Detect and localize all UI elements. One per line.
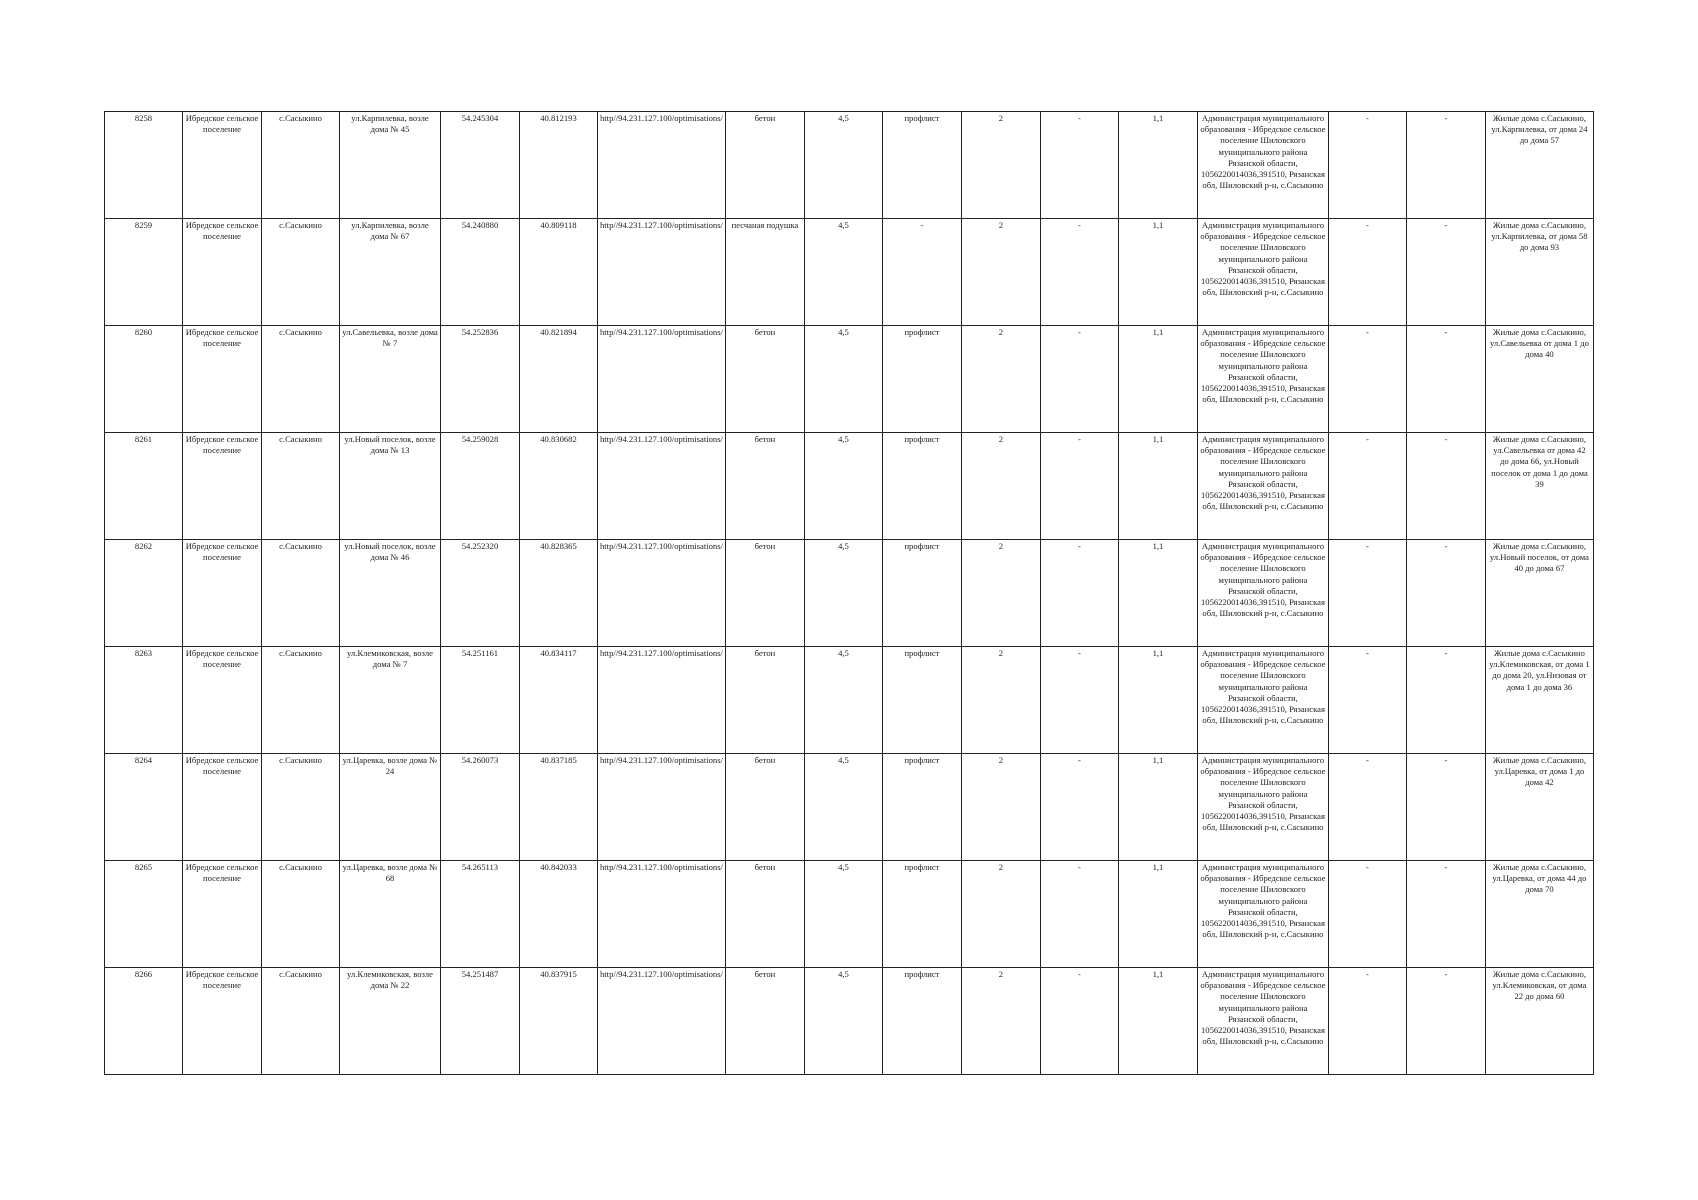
settlement-cell: Ибредское сельское поселение — [183, 219, 262, 326]
link-cell: http//94.231.127.100/optimisations/ — [598, 326, 726, 433]
waste-sources-cell: Жилые дома с.Сасыкино, ул.Царевка, от дома 44 до дома 70 — [1485, 861, 1593, 968]
owner-cell: Администрация муниципального образования - Ибредское сельское поселение Шиловского муниципального района Рязанской области, 1056220014036,391510, Рязанская обл, Шиловский р-н, с.Сасыкино — [1197, 326, 1328, 433]
owner-cell: Администрация муниципального образования - Ибредское сельское поселение Шиловского муниципального района Рязанской области, 1056220014036,391510, Рязанская обл, Шиловский р-н, с.Сасыкино — [1197, 219, 1328, 326]
owner-cell: Администрация муниципального образования - Ибредское сельское поселение Шиловского муниципального района Рязанской области, 1056220014036,391510, Рязанская обл, Шиловский р-н, с.Сасыкино — [1197, 433, 1328, 540]
extra-cell-1: - — [1328, 754, 1406, 861]
extra-cell-1: - — [1328, 968, 1406, 1075]
address-cell: ул.Царевка, возле дома № 68 — [340, 861, 441, 968]
owner-cell: Администрация муниципального образования - Ибредское сельское поселение Шиловского муниципального района Рязанской области, 1056220014036,391510, Рязанская обл, Шиловский р-н, с.Сасыкино — [1197, 112, 1328, 219]
registry-table — [104, 111, 1594, 1075]
address-cell: ул.Карпилевка, возле дома № 45 — [340, 112, 441, 219]
fence-cell: профлист — [882, 326, 961, 433]
link-cell: http//94.231.127.100/optimisations/ — [598, 540, 726, 647]
extra-cell-2: - — [1406, 754, 1485, 861]
locality-cell: с.Сасыкино — [262, 112, 340, 219]
longitude-cell: 40.812193 — [520, 112, 598, 219]
volume-cell: 1,1 — [1118, 968, 1197, 1075]
extra-cell-2: - — [1406, 326, 1485, 433]
fence-cell: профлист — [882, 861, 961, 968]
link-cell: http//94.231.127.100/optimisations/ — [598, 433, 726, 540]
extra-cell-2: - — [1406, 219, 1485, 326]
link-cell: http//94.231.127.100/optimisations/ — [598, 968, 726, 1075]
volume-cell: 1,1 — [1118, 433, 1197, 540]
surface-cell: бетон — [725, 433, 804, 540]
extra-cell-1: - — [1328, 219, 1406, 326]
table-row — [105, 540, 1594, 647]
row-number-cell: 8260 — [105, 326, 183, 433]
address-cell: ул.Царевка, возле дома № 24 — [340, 754, 441, 861]
fence-cell: профлист — [882, 647, 961, 754]
owner-cell: Администрация муниципального образования - Ибредское сельское поселение Шиловского муниципального района Рязанской области, 1056220014036,391510, Рязанская обл, Шиловский р-н, с.Сасыкино — [1197, 861, 1328, 968]
extra-cell-1: - — [1328, 540, 1406, 647]
fence-cell: профлист — [882, 433, 961, 540]
bunker-cell: - — [1040, 647, 1118, 754]
longitude-cell: 40.837915 — [520, 968, 598, 1075]
link-cell: http//94.231.127.100/optimisations/ — [598, 112, 726, 219]
area-cell: 4,5 — [804, 219, 882, 326]
fence-cell: - — [882, 219, 961, 326]
extra-cell-2: - — [1406, 861, 1485, 968]
link-cell: http//94.231.127.100/optimisations/ — [598, 754, 726, 861]
locality-cell: с.Сасыкино — [262, 326, 340, 433]
fence-cell: профлист — [882, 968, 961, 1075]
volume-cell: 1,1 — [1118, 540, 1197, 647]
address-cell: ул.Карпилевка, возле дома № 67 — [340, 219, 441, 326]
surface-cell: бетон — [725, 326, 804, 433]
containers-cell: 2 — [961, 647, 1040, 754]
row-number-cell: 8266 — [105, 968, 183, 1075]
containers-cell: 2 — [961, 219, 1040, 326]
area-cell: 4,5 — [804, 326, 882, 433]
containers-cell: 2 — [961, 754, 1040, 861]
bunker-cell: - — [1040, 219, 1118, 326]
table-row — [105, 968, 1594, 1075]
surface-cell: песчаная подушка — [725, 219, 804, 326]
latitude-cell: 54.259028 — [441, 433, 520, 540]
latitude-cell: 54.252320 — [441, 540, 520, 647]
latitude-cell: 54.240880 — [441, 219, 520, 326]
settlement-cell: Ибредское сельское поселение — [183, 433, 262, 540]
settlement-cell: Ибредское сельское поселение — [183, 540, 262, 647]
bunker-cell: - — [1040, 112, 1118, 219]
fence-cell: профлист — [882, 754, 961, 861]
extra-cell-1: - — [1328, 112, 1406, 219]
settlement-cell: Ибредское сельское поселение — [183, 861, 262, 968]
longitude-cell: 40.834117 — [520, 647, 598, 754]
latitude-cell: 54.251487 — [441, 968, 520, 1075]
locality-cell: с.Сасыкино — [262, 647, 340, 754]
link-cell: http//94.231.127.100/optimisations/ — [598, 647, 726, 754]
latitude-cell: 54.251161 — [441, 647, 520, 754]
address-cell: ул.Новый поселок, возле дома № 46 — [340, 540, 441, 647]
volume-cell: 1,1 — [1118, 326, 1197, 433]
row-number-cell: 8259 — [105, 219, 183, 326]
row-number-cell: 8258 — [105, 112, 183, 219]
latitude-cell: 54.252836 — [441, 326, 520, 433]
bunker-cell: - — [1040, 540, 1118, 647]
locality-cell: с.Сасыкино — [262, 968, 340, 1075]
row-number-cell: 8265 — [105, 861, 183, 968]
waste-sources-cell: Жилые дома с.Сасыкино, ул.Карпилевка, от дома 58 до дома 93 — [1485, 219, 1593, 326]
extra-cell-2: - — [1406, 112, 1485, 219]
latitude-cell: 54.245304 — [441, 112, 520, 219]
owner-cell: Администрация муниципального образования - Ибредское сельское поселение Шиловского муниципального района Рязанской области, 1056220014036,391510, Рязанская обл, Шиловский р-н, с.Сасыкино — [1197, 754, 1328, 861]
bunker-cell: - — [1040, 861, 1118, 968]
bunker-cell: - — [1040, 754, 1118, 861]
extra-cell-1: - — [1328, 647, 1406, 754]
area-cell: 4,5 — [804, 433, 882, 540]
surface-cell: бетон — [725, 968, 804, 1075]
area-cell: 4,5 — [804, 112, 882, 219]
bunker-cell: - — [1040, 968, 1118, 1075]
longitude-cell: 40.837185 — [520, 754, 598, 861]
volume-cell: 1,1 — [1118, 754, 1197, 861]
row-number-cell: 8263 — [105, 647, 183, 754]
area-cell: 4,5 — [804, 754, 882, 861]
longitude-cell: 40.828365 — [520, 540, 598, 647]
area-cell: 4,5 — [804, 968, 882, 1075]
surface-cell: бетон — [725, 112, 804, 219]
surface-cell: бетон — [725, 861, 804, 968]
containers-cell: 2 — [961, 540, 1040, 647]
locality-cell: с.Сасыкино — [262, 861, 340, 968]
bunker-cell: - — [1040, 326, 1118, 433]
table-row — [105, 647, 1594, 754]
volume-cell: 1,1 — [1118, 861, 1197, 968]
settlement-cell: Ибредское сельское поселение — [183, 112, 262, 219]
fence-cell: профлист — [882, 112, 961, 219]
waste-sources-cell: Жилые дома с.Сасыкино, ул.Царевка, от дома 1 до дома 42 — [1485, 754, 1593, 861]
table-row — [105, 112, 1594, 219]
locality-cell: с.Сасыкино — [262, 433, 340, 540]
waste-sources-cell: Жилые дома с.Сасыкино, ул.Новый поселок, от дома 40 до дома 67 — [1485, 540, 1593, 647]
locality-cell: с.Сасыкино — [262, 219, 340, 326]
waste-sources-cell: Жилые дома с.Сасыкино, ул.Карпилевка, от дома 24 до дома 57 — [1485, 112, 1593, 219]
waste-sources-cell: Жилые дома с.Сасыкино, ул.Савельевка от дома 42 до дома 66, ул.Новый поселок от дома 1 до дома 39 — [1485, 433, 1593, 540]
settlement-cell: Ибредское сельское поселение — [183, 647, 262, 754]
address-cell: ул.Савельевка, возле дома № 7 — [340, 326, 441, 433]
row-number-cell: 8264 — [105, 754, 183, 861]
extra-cell-1: - — [1328, 861, 1406, 968]
latitude-cell: 54.265113 — [441, 861, 520, 968]
area-cell: 4,5 — [804, 861, 882, 968]
containers-cell: 2 — [961, 433, 1040, 540]
volume-cell: 1,1 — [1118, 219, 1197, 326]
longitude-cell: 40.842033 — [520, 861, 598, 968]
link-cell: http//94.231.127.100/optimisations/ — [598, 861, 726, 968]
row-number-cell: 8261 — [105, 433, 183, 540]
containers-cell: 2 — [961, 112, 1040, 219]
waste-sources-cell: Жилые дома с.Сасыкино, ул.Клемиковская, от дома 22 до дома 60 — [1485, 968, 1593, 1075]
longitude-cell: 40.830682 — [520, 433, 598, 540]
extra-cell-2: - — [1406, 540, 1485, 647]
owner-cell: Администрация муниципального образования - Ибредское сельское поселение Шиловского муниципального района Рязанской области, 1056220014036,391510, Рязанская обл, Шиловский р-н, с.Сасыкино — [1197, 647, 1328, 754]
table-row — [105, 754, 1594, 861]
volume-cell: 1,1 — [1118, 647, 1197, 754]
extra-cell-2: - — [1406, 968, 1485, 1075]
link-cell: http//94.231.127.100/optimisations/ — [598, 219, 726, 326]
longitude-cell: 40.809118 — [520, 219, 598, 326]
settlement-cell: Ибредское сельское поселение — [183, 754, 262, 861]
address-cell: ул.Новый поселок, возле дома № 13 — [340, 433, 441, 540]
containers-cell: 2 — [961, 968, 1040, 1075]
containers-cell: 2 — [961, 861, 1040, 968]
surface-cell: бетон — [725, 754, 804, 861]
table-row — [105, 861, 1594, 968]
extra-cell-1: - — [1328, 326, 1406, 433]
longitude-cell: 40.821894 — [520, 326, 598, 433]
waste-sources-cell: Жилые дома с.Сасыкино, ул.Савельевка от дома 1 до дома 40 — [1485, 326, 1593, 433]
extra-cell-2: - — [1406, 433, 1485, 540]
settlement-cell: Ибредское сельское поселение — [183, 326, 262, 433]
waste-sources-cell: Жилые дома с.Сасыкино ул.Клемиковская, от дома 1 до дома 20, ул.Низовая от дома 1 до дома 36 — [1485, 647, 1593, 754]
surface-cell: бетон — [725, 647, 804, 754]
extra-cell-1: - — [1328, 433, 1406, 540]
owner-cell: Администрация муниципального образования - Ибредское сельское поселение Шиловского муниципального района Рязанской области, 1056220014036,391510, Рязанская обл, Шиловский р-н, с.Сасыкино — [1197, 540, 1328, 647]
fence-cell: профлист — [882, 540, 961, 647]
locality-cell: с.Сасыкино — [262, 754, 340, 861]
extra-cell-2: - — [1406, 647, 1485, 754]
address-cell: ул.Клемиковская, возле дома № 22 — [340, 968, 441, 1075]
row-number-cell: 8262 — [105, 540, 183, 647]
table-row — [105, 219, 1594, 326]
table-row — [105, 326, 1594, 433]
address-cell: ул.Клемиковская, возле дома № 7 — [340, 647, 441, 754]
volume-cell: 1,1 — [1118, 112, 1197, 219]
area-cell: 4,5 — [804, 647, 882, 754]
latitude-cell: 54.260073 — [441, 754, 520, 861]
containers-cell: 2 — [961, 326, 1040, 433]
settlement-cell: Ибредское сельское поселение — [183, 968, 262, 1075]
table-body — [105, 112, 1594, 1075]
area-cell: 4,5 — [804, 540, 882, 647]
bunker-cell: - — [1040, 433, 1118, 540]
locality-cell: с.Сасыкино — [262, 540, 340, 647]
surface-cell: бетон — [725, 540, 804, 647]
owner-cell: Администрация муниципального образования - Ибредское сельское поселение Шиловского муниципального района Рязанской области, 1056220014036,391510, Рязанская обл, Шиловский р-н, с.Сасыкино — [1197, 968, 1328, 1075]
table-row — [105, 433, 1594, 540]
